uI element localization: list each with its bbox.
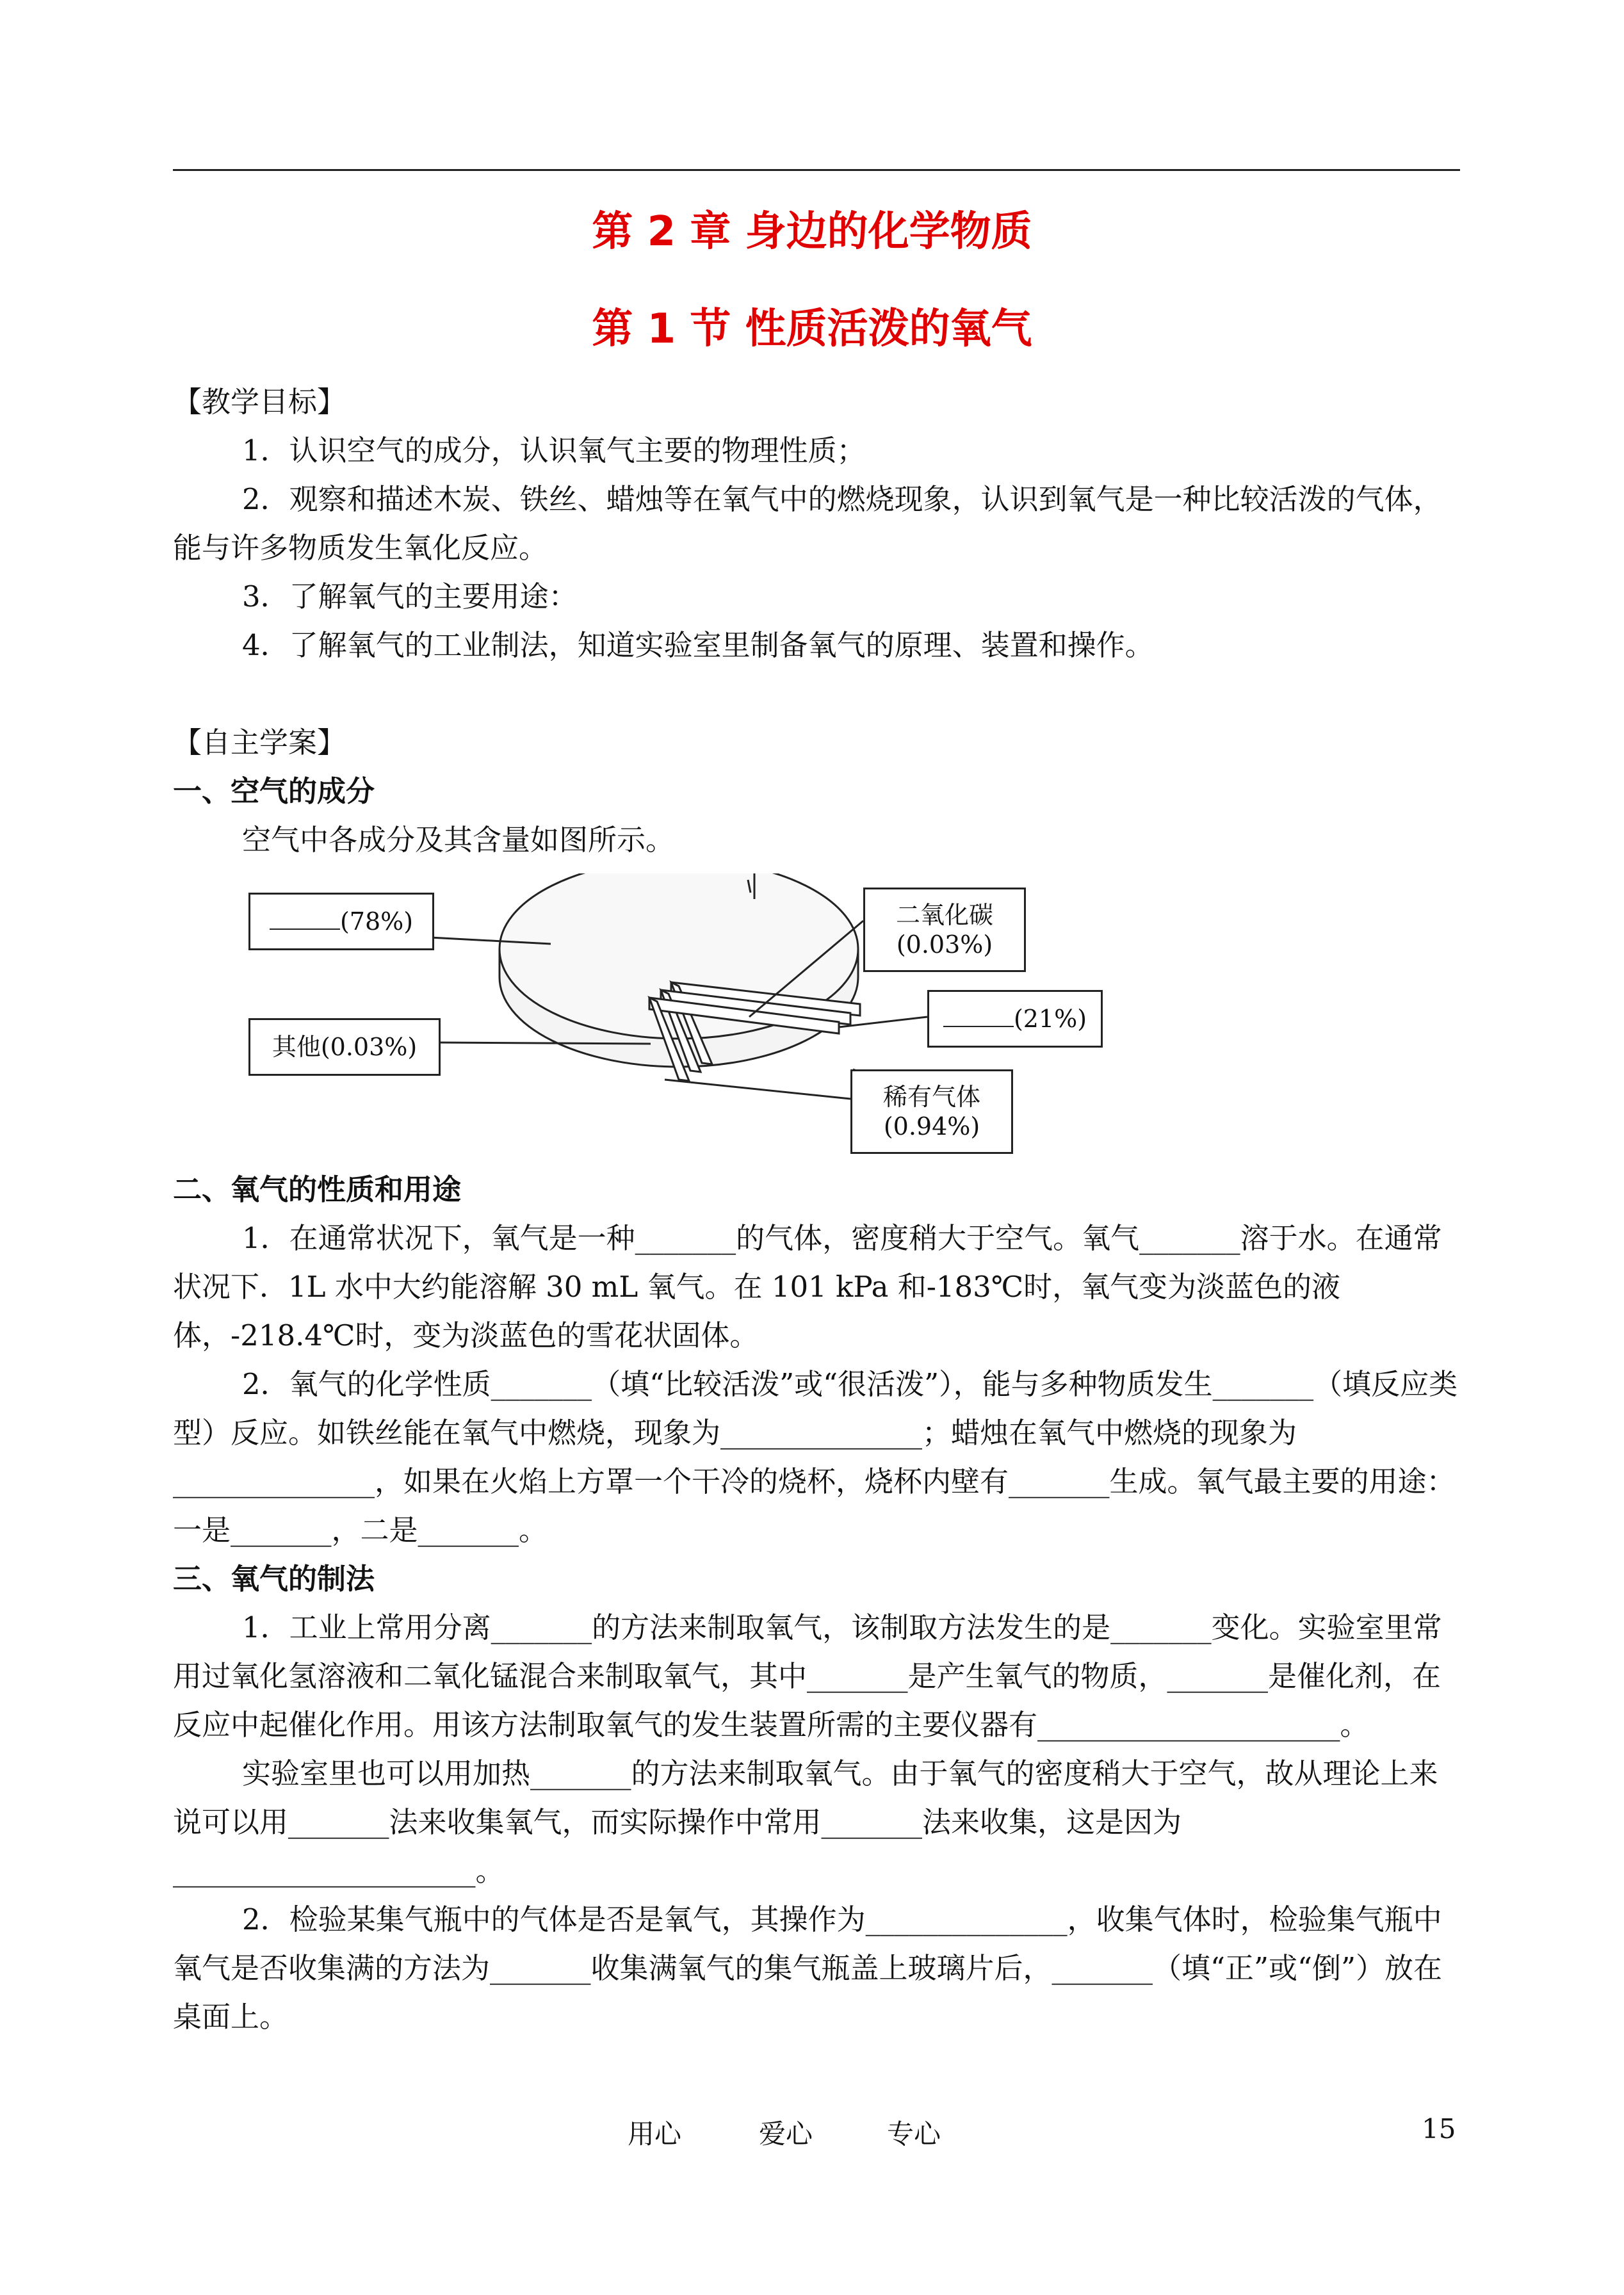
content <box>173 378 1460 2041</box>
oxygen-label: (21%) <box>927 990 1103 1048</box>
section-1-heading: 一、空气的成分 <box>173 774 375 808</box>
rare-gas-label <box>850 1069 1013 1154</box>
chapter-title: 第 2 章 身边的化学物质 <box>592 208 1032 255</box>
footer-word-1: 用心 <box>628 2118 682 2150</box>
objective-item-1: 1．认识空气的成分，认识氧气主要的物理性质； <box>242 434 866 467</box>
section-title: 第 1 节 性质活泼的氧气 <box>592 305 1032 353</box>
co2-value: (0.03%) <box>896 930 993 959</box>
page-number: 15 <box>1422 2113 1456 2145</box>
objectives-heading: 【教学目标】 <box>173 385 346 419</box>
section-2-para-1: 1．在通常状况下，氧气是一种_______的气体，密度稍大于空气。氧气_______溶于水。在通常状况下．1L 水中大约能溶解 30 mL 氧气。在 101 kPa 和-183℃时，氧气变为淡蓝色的液体，-218.4℃时，变为淡蓝色的雪花状固体。 <box>173 1221 1442 1352</box>
objective-item-2: 2．观察和描述木炭、铁丝、蜡烛等在氧气中的燃烧现象，认识到氧气是一种比较活泼的气体，能与许多物质发生氧化反应。 <box>173 482 1442 565</box>
section-2-heading: 二、氧气的性质和用途 <box>173 1172 462 1206</box>
oxygen-blank <box>943 1007 1014 1027</box>
section-3-para-1: 1．工业上常用分离_______的方法来制取氧气，该制取方法发生的是_______变化。实验室里常用过氧化氢溶液和二氧化锰混合来制取氧气，其中_______是产生氧气的物质，_______是催化剂，在反应中起催化作用。用该方法制取氧气的发生装置所需的主要仪器有_____________________。 <box>173 1610 1442 1742</box>
co2-name: 二氧化碳 <box>895 901 993 929</box>
footer-word-2: 爱心 <box>759 2118 813 2150</box>
objective-item-4: 4．了解氧气的工业制法，知道实验室里制备氧气的原理、装置和操作。 <box>242 628 1154 662</box>
section-3-para-2: 实验室里也可以用加热_______的方法来制取氧气。由于氧气的密度稍大于空气，故从理论上来说可以用_______法来收集氧气，而实际操作中常用_______法来收集，这是因为_____________________。 <box>173 1756 1438 1888</box>
objective-item-3: 3．了解氧气的主要用途： <box>242 580 578 613</box>
co2-label <box>863 888 1026 972</box>
nitrogen-label: (78%) <box>248 893 434 950</box>
rare-gas-value: (0.94%) <box>883 1112 980 1140</box>
rare-gas-name: 稀有气体 <box>882 1083 980 1111</box>
section-2-para-2: 2．氧气的化学性质_______（填“比较活泼”或“很活泼”），能与多种物质发生_______（填反应类型）反应。如铁丝能在氧气中燃烧，现象为______________；蜡烛在氧气中燃烧的现象为______________，如果在火焰上方罩一个干冷的烧杯，烧杯内壁有_______生成。氧气最主要的用途：一是_______，二是_______。 <box>173 1367 1458 1547</box>
air-composition-figure <box>248 873 1087 1149</box>
footer-word-3: 专心 <box>887 2118 941 2150</box>
other-label: 其他(0.03%) <box>248 1018 441 1076</box>
study-heading: 【自主学案】 <box>173 726 346 759</box>
header-rule <box>173 169 1460 171</box>
section-1-intro: 空气中各成分及其含量如图所示。 <box>242 823 675 857</box>
nitrogen-blank <box>270 909 340 930</box>
section-3-para-3: 2．检验某集气瓶中的气体是否是氧气，其操作为______________，收集气体时，检验集气瓶中氧气是否收集满的方法为_______收集满氧气的集气瓶盖上玻璃片后，_______（填“正”或“倒”）放在桌面上。 <box>173 1902 1443 2034</box>
section-3-heading: 三、氧气的制法 <box>173 1562 375 1596</box>
